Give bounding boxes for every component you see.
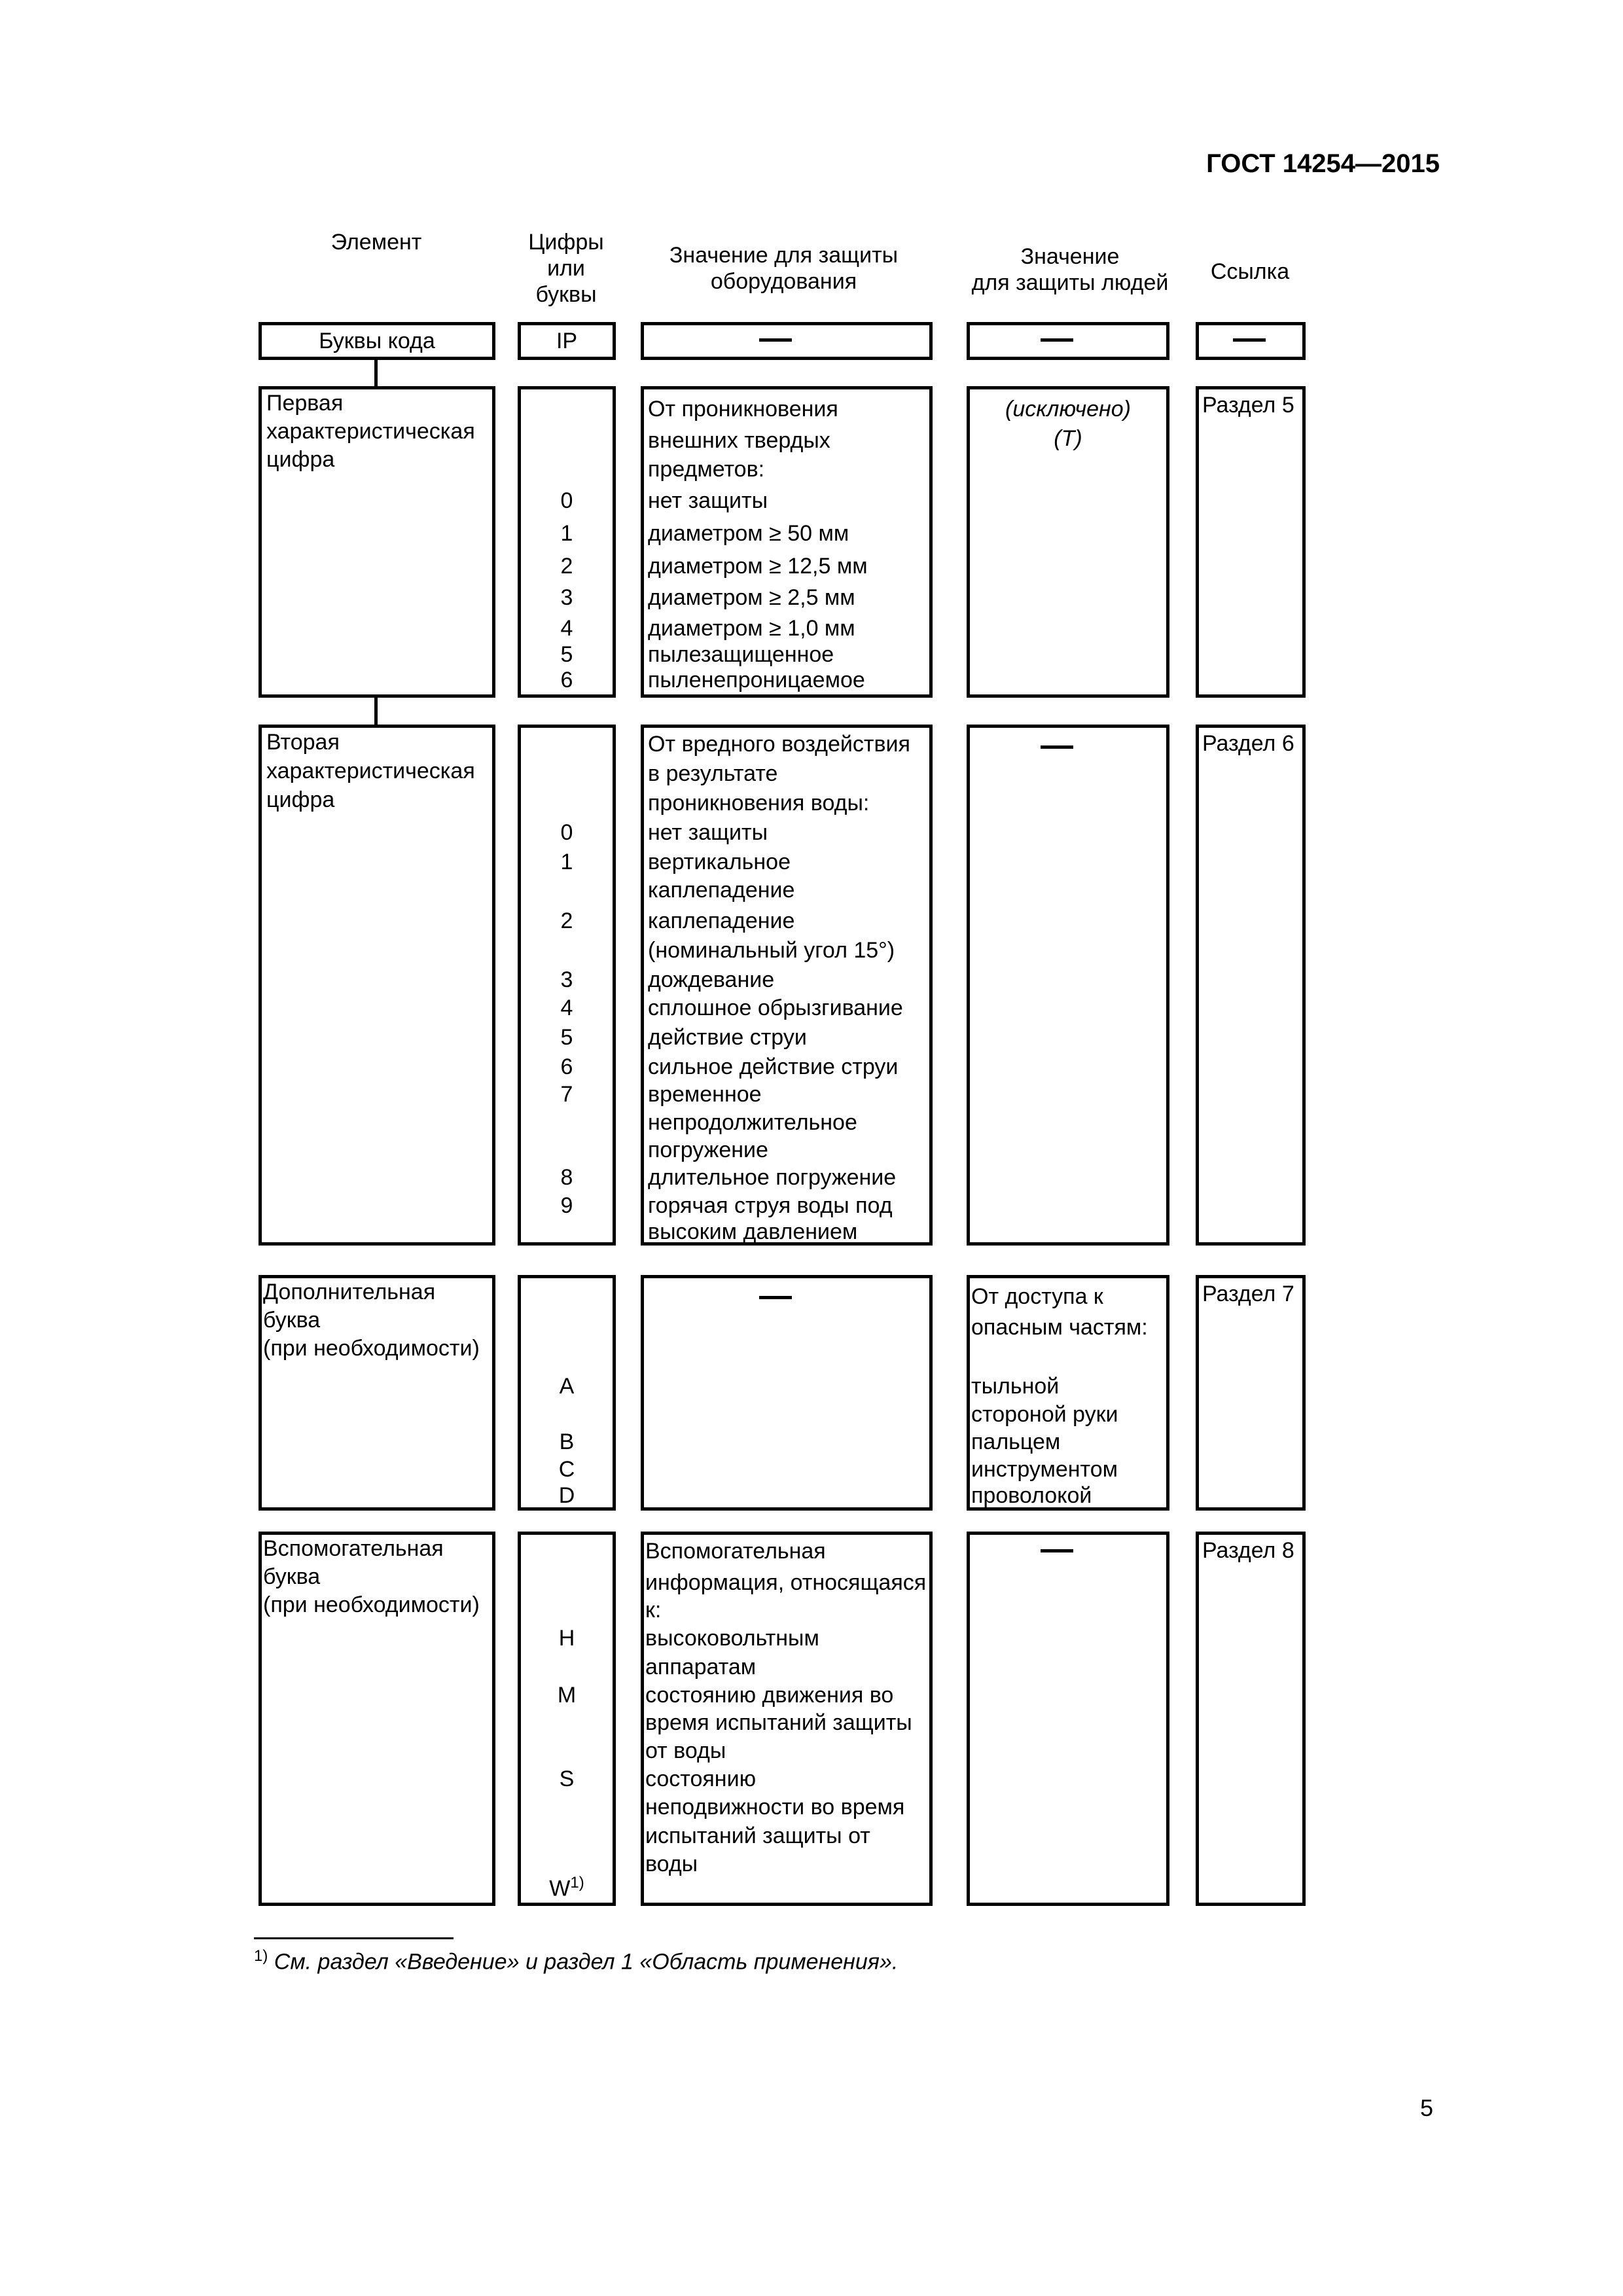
second-digit-people-box [967,725,1169,1246]
first-digit-equipment-box: От проникновения внешних твердых предметов: нет защиты диаметром ≥ 50 мм диаметром ≥ 12,5 мм диаметром ≥ 2,5 мм диаметром ≥ 1,0 мм пылезащищенное пыленепроницаемое [641,386,933,698]
col-header-people: Значение для защиты людей [971,244,1169,295]
dash-mark [759,338,792,342]
additional-letter-ref-box: Раздел 7 [1196,1275,1306,1511]
dash-mark [759,1296,792,1299]
auxiliary-letter-equipment-box: Вспомогательная информация, относящаяся к: высоковольтным аппаратам состоянию движения во время испытаний защиты от воды состоянию неподвижности во время испытаний защиты от воды [641,1532,933,1906]
dash-mark [1233,338,1266,342]
auxiliary-letter-element-box: Вспомогательная буква (при необходимости) [259,1532,495,1906]
additional-letter-equipment-box [641,1275,933,1511]
footnote-separator [254,1937,454,1939]
page-number: 5 [1420,2094,1434,2121]
second-digit-equipment-box: От вредного воздействия в результате проникновения воды: нет защиты вертикальное каплепадение каплепадение (номинальный угол 15°) дождевание сплошное обрызгивание действие струи сильное действие струи временное непродолжительное погружение длительное погружение горячая струя воды под высоким давлением [641,725,933,1246]
additional-letter-element-box: Дополнительная буква (при необходимости) [259,1275,495,1511]
first-digit-ref-box: Раздел 5 [1196,386,1306,698]
code-equipment-box [641,322,933,360]
additional-letter-people-box: От доступа к опасным частям: тыльной стороной руки пальцем инструментом проволокой [967,1275,1169,1511]
additional-letter-codes-box: A B C D [518,1275,616,1511]
dash-mark [1041,745,1073,749]
auxiliary-letter-codes-box: H M S $W^{1)}$ [518,1532,616,1906]
col-header-equipment: Значение для защиты оборудования [669,243,899,294]
w-letter: $W^{1)}$ [549,1874,584,1901]
connector-line [374,359,378,386]
second-digit-element-box: Вторая характеристическая цифра [259,725,495,1246]
auxiliary-letter-people-box [967,1532,1169,1906]
col-header-ref: Ссылка [1210,259,1290,284]
dash-mark [1041,1549,1073,1552]
auxiliary-letter-ref-box: Раздел 8 [1196,1532,1306,1906]
col-header-element: Элемент [330,230,422,255]
dash-mark [1041,338,1073,342]
document-id: ГОСТ 14254—2015 [1206,149,1440,178]
connector-line [374,696,378,725]
col-header-digits: Цифры или буквы [528,230,604,307]
code-people-box [967,322,1169,360]
first-digit-element-box: Первая характеристическая цифра [259,386,495,698]
first-digit-codes-box: 0 1 2 3 4 5 6 [518,386,616,698]
code-ref-box [1196,322,1306,360]
first-digit-people-box: (исключено) (T) [967,386,1169,698]
code-ip-box: IP [518,322,616,360]
code-letters-box: Буквы кода [259,322,495,360]
second-digit-codes-box: 0 1 2 3 4 5 6 7 8 9 [518,725,616,1246]
second-digit-ref-box: Раздел 6 [1196,725,1306,1246]
footnote: $^{1)}$ См. раздел «Введение» и раздел 1 «Область применения». [254,1947,899,1975]
